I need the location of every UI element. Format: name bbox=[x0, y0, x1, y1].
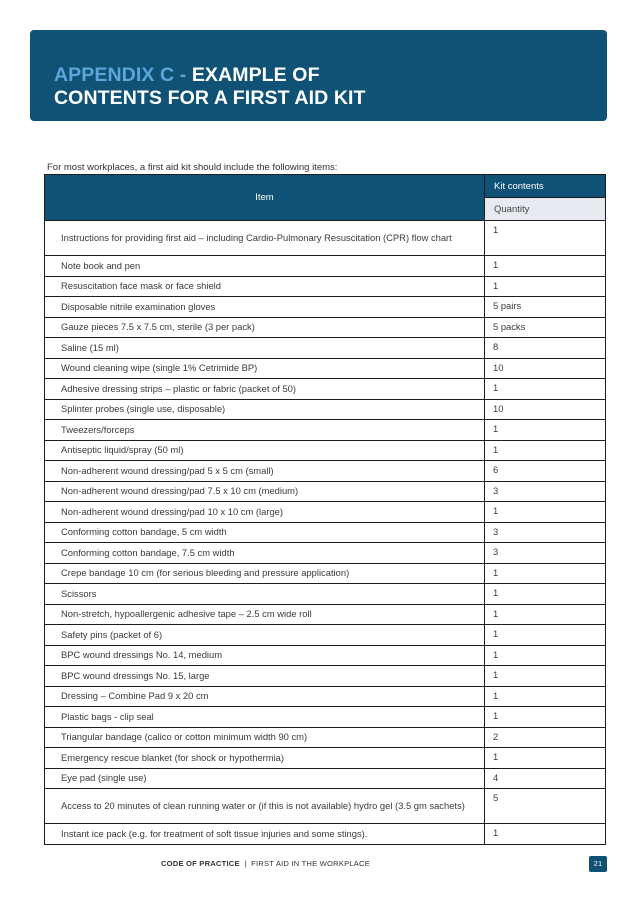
table-row bbox=[45, 768, 606, 789]
appendix-title-line-1 bbox=[54, 64, 607, 87]
quantity-cell: 1 bbox=[485, 563, 606, 584]
table-row bbox=[45, 789, 606, 824]
appendix-title-line-2: CONTENTS FOR A FIRST AID KIT bbox=[54, 87, 366, 109]
table-row bbox=[45, 297, 606, 318]
quantity-cell: 1 bbox=[485, 748, 606, 769]
item-cell: Tweezers/forceps bbox=[45, 420, 485, 441]
table-row bbox=[45, 522, 606, 543]
item-cell: Instructions for providing first aid – including Cardio-Pulmonary Resuscitation (CPR) flow chart bbox=[45, 221, 485, 256]
table-row bbox=[45, 399, 606, 420]
item-cell: Access to 20 minutes of clean running water or (if this is not available) hydro gel (3.5 gm sachets) bbox=[45, 789, 485, 824]
table-row bbox=[45, 584, 606, 605]
quantity-cell: 1 bbox=[485, 666, 606, 687]
table-row bbox=[45, 707, 606, 728]
quantity-cell: 5 pairs bbox=[485, 297, 606, 318]
item-cell: Non-adherent wound dressing/pad 7.5 x 10 cm (medium) bbox=[45, 481, 485, 502]
table-row bbox=[45, 440, 606, 461]
item-cell: Plastic bags - clip seal bbox=[45, 707, 485, 728]
table-row bbox=[45, 604, 606, 625]
intro-text: For most workplaces, a first aid kit should include the following items: bbox=[47, 162, 338, 173]
table-row bbox=[45, 420, 606, 441]
item-cell: Scissors bbox=[45, 584, 485, 605]
quantity-cell: 5 packs bbox=[485, 317, 606, 338]
header-item: Item bbox=[45, 175, 485, 221]
item-cell: Instant ice pack (e.g. for treatment of soft tissue injuries and some stings). bbox=[45, 824, 485, 845]
item-cell: Note book and pen bbox=[45, 256, 485, 277]
appendix-title-banner bbox=[30, 30, 607, 121]
quantity-cell: 1 bbox=[485, 824, 606, 845]
quantity-cell: 1 bbox=[485, 256, 606, 277]
table-row bbox=[45, 276, 606, 297]
item-cell: BPC wound dressings No. 15, large bbox=[45, 666, 485, 687]
footer-subtitle: FIRST AID IN THE WORKPLACE bbox=[251, 859, 371, 868]
item-cell: Non-adherent wound dressing/pad 5 x 5 cm (small) bbox=[45, 461, 485, 482]
header-quantity: Quantity bbox=[485, 198, 606, 221]
table-row bbox=[45, 748, 606, 769]
quantity-cell: 1 bbox=[485, 379, 606, 400]
quantity-cell: 1 bbox=[485, 440, 606, 461]
item-cell: Triangular bandage (calico or cotton minimum width 90 cm) bbox=[45, 727, 485, 748]
quantity-cell: 1 bbox=[485, 502, 606, 523]
table-row bbox=[45, 338, 606, 359]
first-aid-kit-table bbox=[44, 174, 606, 845]
table-row bbox=[45, 317, 606, 338]
appendix-title-part-1: EXAMPLE OF bbox=[191, 64, 320, 86]
quantity-cell: 1 bbox=[485, 625, 606, 646]
item-cell: Splinter probes (single use, disposable) bbox=[45, 399, 485, 420]
quantity-cell: 3 bbox=[485, 543, 606, 564]
quantity-cell: 1 bbox=[485, 645, 606, 666]
quantity-cell: 1 bbox=[485, 420, 606, 441]
table-row bbox=[45, 645, 606, 666]
quantity-cell: 1 bbox=[485, 584, 606, 605]
item-cell: Conforming cotton bandage, 7.5 cm width bbox=[45, 543, 485, 564]
quantity-cell: 3 bbox=[485, 522, 606, 543]
table-row bbox=[45, 824, 606, 845]
quantity-cell: 10 bbox=[485, 399, 606, 420]
quantity-cell: 1 bbox=[485, 276, 606, 297]
table-row bbox=[45, 481, 606, 502]
quantity-cell: 1 bbox=[485, 604, 606, 625]
item-cell: Safety pins (packet of 6) bbox=[45, 625, 485, 646]
quantity-cell: 6 bbox=[485, 461, 606, 482]
table-row bbox=[45, 461, 606, 482]
table-row bbox=[45, 686, 606, 707]
item-cell: Wound cleaning wipe (single 1% Cetrimide BP) bbox=[45, 358, 485, 379]
table-row bbox=[45, 543, 606, 564]
quantity-cell: 2 bbox=[485, 727, 606, 748]
footer-document-title bbox=[161, 859, 370, 868]
quantity-cell: 1 bbox=[485, 686, 606, 707]
item-cell: Adhesive dressing strips – plastic or fabric (packet of 50) bbox=[45, 379, 485, 400]
quantity-cell: 4 bbox=[485, 768, 606, 789]
table-row bbox=[45, 727, 606, 748]
item-cell: Disposable nitrile examination gloves bbox=[45, 297, 485, 318]
quantity-cell: 3 bbox=[485, 481, 606, 502]
appendix-label: APPENDIX C - bbox=[54, 64, 192, 86]
footer-code-of-practice: CODE OF PRACTICE bbox=[161, 859, 240, 868]
item-cell: BPC wound dressings No. 14, medium bbox=[45, 645, 485, 666]
table-row bbox=[45, 666, 606, 687]
footer-separator: | bbox=[244, 859, 247, 868]
table-row bbox=[45, 563, 606, 584]
item-cell: Antiseptic liquid/spray (50 ml) bbox=[45, 440, 485, 461]
quantity-cell: 8 bbox=[485, 338, 606, 359]
quantity-cell: 1 bbox=[485, 221, 606, 256]
item-cell: Non-adherent wound dressing/pad 10 x 10 cm (large) bbox=[45, 502, 485, 523]
page-number: 21 bbox=[589, 856, 607, 872]
table-row bbox=[45, 625, 606, 646]
table-row bbox=[45, 502, 606, 523]
quantity-cell: 10 bbox=[485, 358, 606, 379]
item-cell: Dressing – Combine Pad 9 x 20 cm bbox=[45, 686, 485, 707]
item-cell: Crepe bandage 10 cm (for serious bleeding and pressure application) bbox=[45, 563, 485, 584]
header-kit-contents: Kit contents bbox=[485, 175, 606, 198]
item-cell: Resuscitation face mask or face shield bbox=[45, 276, 485, 297]
item-cell: Non-stretch, hypoallergenic adhesive tape – 2.5 cm wide roll bbox=[45, 604, 485, 625]
item-cell: Saline (15 ml) bbox=[45, 338, 485, 359]
table-row bbox=[45, 256, 606, 277]
table-row bbox=[45, 221, 606, 256]
item-cell: Emergency rescue blanket (for shock or hypothermia) bbox=[45, 748, 485, 769]
table-row bbox=[45, 379, 606, 400]
item-cell: Gauze pieces 7.5 x 7.5 cm, sterile (3 per pack) bbox=[45, 317, 485, 338]
item-cell: Conforming cotton bandage, 5 cm width bbox=[45, 522, 485, 543]
quantity-cell: 5 bbox=[485, 789, 606, 824]
item-cell: Eye pad (single use) bbox=[45, 768, 485, 789]
quantity-cell: 1 bbox=[485, 707, 606, 728]
table-row bbox=[45, 358, 606, 379]
